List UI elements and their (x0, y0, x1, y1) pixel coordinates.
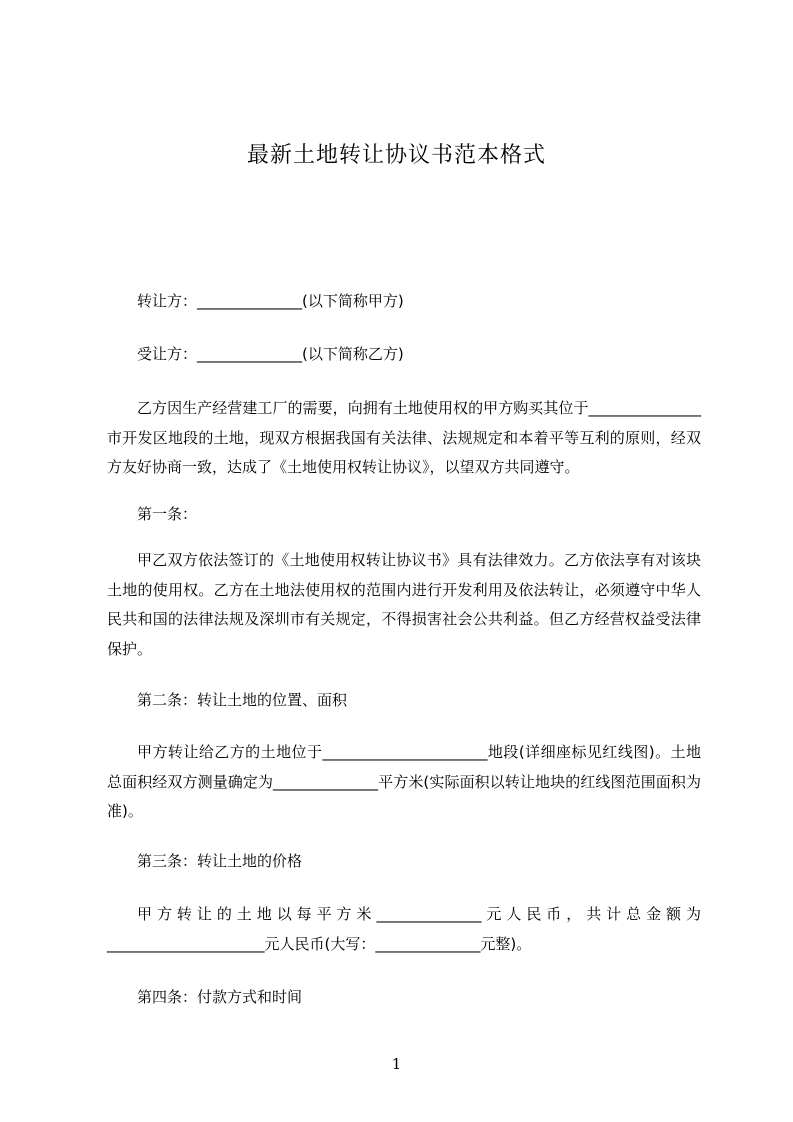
page-number: 1 (391, 1055, 402, 1073)
article1-paragraph: 甲乙双方依法签订的《土地使用权转让协议书》具有法律效力。乙方依法享有对该块土地的使用权。乙方在土地法使用权的范围内进行开发利用及依法转让，必须遵守中华人民共和国的法律法规及深圳市有关规定，不得损害社会公共利益。但乙方经营权益受法律保护。 (107, 551, 701, 658)
article3-heading: 第三条：转让土地的价格 (137, 852, 303, 870)
article4-heading: 第四条：付款方式和时间 (137, 988, 303, 1006)
document-title: 最新土地转让协议书范本格式 (246, 143, 546, 168)
article2-paragraph: 甲方转让给乙方的土地位于______________________地段(详细座标见红线图)。土地总面积经双方测量确定为______________平方米(实际面积以转让地块的红线图范围面积为准)。 (107, 743, 701, 820)
transferee-line: 受让方：______________(以下简称乙方) (137, 345, 404, 363)
article1-heading: 第一条： (137, 505, 198, 523)
transferor-line: 转让方：______________(以下简称甲方) (137, 292, 404, 310)
article2-heading: 第二条：转让土地的位置、面积 (137, 691, 348, 709)
article3-paragraph: 甲方转让的土地以每平方米______________元人民币，共计总金额为_____________________元人民币(大写：______________元整)。 (107, 905, 701, 953)
intro-paragraph: 乙方因生产经营建工厂的需要，向拥有土地使用权的甲方购买其位于_______________市开发区地段的土地，现双方根据我国有关法律、法规规定和本着平等互利的原则，经双方友好协商一致，达成了《土地使用权转让协议》，以望双方共同遵守。 (107, 399, 701, 476)
